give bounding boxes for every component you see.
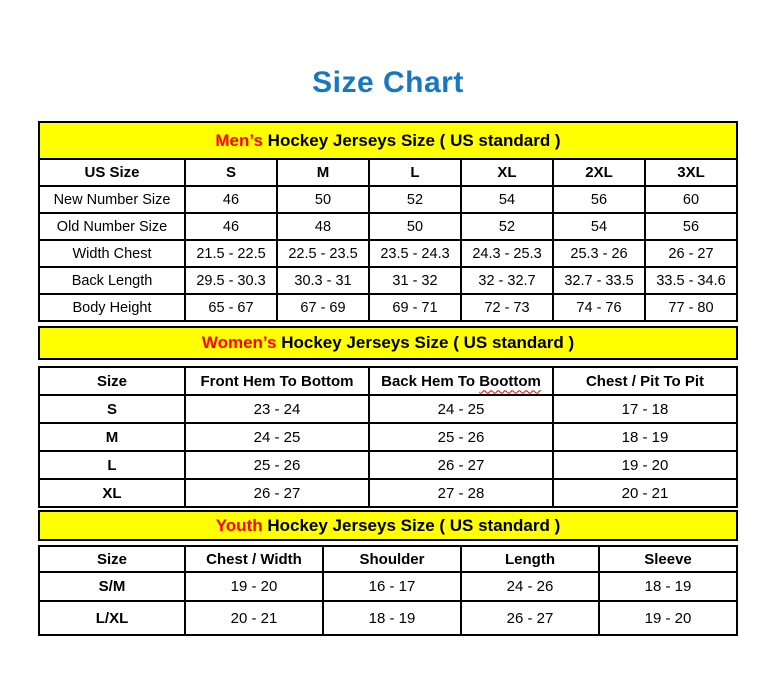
row-label: Width Chest	[39, 240, 185, 267]
row-label: XL	[39, 479, 185, 507]
col-header: Size	[39, 367, 185, 395]
size-value-cell: 16 - 17	[323, 572, 461, 601]
youth-size-table	[38, 545, 738, 636]
youth-header-row	[39, 546, 737, 572]
col-header: Shoulder	[323, 546, 461, 572]
size-value-cell: 52	[461, 213, 553, 240]
col-header: Chest / Pit To Pit	[553, 367, 737, 395]
table-row	[39, 294, 737, 321]
size-value-cell: 17 - 18	[553, 395, 737, 423]
size-value-cell: 67 - 69	[277, 294, 369, 321]
col-header: Chest / Width	[185, 546, 323, 572]
table-row	[39, 240, 737, 267]
size-value-cell: 69 - 71	[369, 294, 461, 321]
size-value-cell: 32 - 32.7	[461, 267, 553, 294]
size-value-cell: 26 - 27	[645, 240, 737, 267]
size-value-cell: 23 - 24	[185, 395, 369, 423]
size-value-cell: 77 - 80	[645, 294, 737, 321]
mens-section-header	[38, 121, 738, 160]
row-label: M	[39, 423, 185, 451]
womens-header-text: Hockey Jerseys Size ( US standard )	[276, 333, 575, 352]
row-label: Old Number Size	[39, 213, 185, 240]
row-label: S/M	[39, 572, 185, 601]
row-label: Body Height	[39, 294, 185, 321]
size-value-cell: 19 - 20	[185, 572, 323, 601]
size-value-cell: 46	[185, 213, 277, 240]
col-header: US Size	[39, 159, 185, 186]
size-value-cell: 30.3 - 31	[277, 267, 369, 294]
size-value-cell: 24.3 - 25.3	[461, 240, 553, 267]
size-value-cell: 29.5 - 30.3	[185, 267, 277, 294]
size-value-cell: 54	[553, 213, 645, 240]
size-value-cell: 56	[553, 186, 645, 213]
size-value-cell: 26 - 27	[185, 479, 369, 507]
row-label: L	[39, 451, 185, 479]
col-header: 2XL	[553, 159, 645, 186]
table-row	[39, 267, 737, 294]
col-header: M	[277, 159, 369, 186]
table-row	[39, 479, 737, 507]
size-value-cell: 19 - 20	[599, 601, 737, 635]
mens-header-highlight: Men’s	[215, 130, 263, 150]
col-header: 3XL	[645, 159, 737, 186]
row-label: L/XL	[39, 601, 185, 635]
size-chart-page	[0, 64, 776, 636]
size-value-cell: 50	[369, 213, 461, 240]
size-value-cell: 25.3 - 26	[553, 240, 645, 267]
col-header-text: Back Hem To	[381, 372, 480, 390]
col-header: Front Hem To Bottom	[185, 367, 369, 395]
size-value-cell: 18 - 19	[553, 423, 737, 451]
size-value-cell: 22.5 - 23.5	[277, 240, 369, 267]
womens-header-highlight: Women’s	[201, 333, 277, 352]
table-row	[39, 395, 737, 423]
size-value-cell: 74 - 76	[553, 294, 645, 321]
size-value-cell: 31 - 32	[369, 267, 461, 294]
mens-header-row	[39, 159, 737, 186]
size-value-cell: 21.5 - 22.5	[185, 240, 277, 267]
size-value-cell: 23.5 - 24.3	[369, 240, 461, 267]
size-value-cell: 24 - 25	[185, 423, 369, 451]
size-value-cell: 20 - 21	[553, 479, 737, 507]
youth-header-highlight: Youth	[215, 515, 263, 535]
womens-header-row	[39, 367, 737, 395]
size-value-cell: 19 - 20	[553, 451, 737, 479]
col-header: Length	[461, 546, 599, 572]
size-value-cell: 65 - 67	[185, 294, 277, 321]
row-label: S	[39, 395, 185, 423]
size-value-cell: 54	[461, 186, 553, 213]
size-value-cell: 60	[645, 186, 737, 213]
misspelled-word-squiggle: Boottom	[479, 372, 541, 390]
table-row	[39, 423, 737, 451]
youth-section-header	[38, 510, 738, 541]
table-row	[39, 601, 737, 635]
womens-section-header	[38, 326, 738, 360]
size-value-cell: 56	[645, 213, 737, 240]
col-header: S	[185, 159, 277, 186]
size-value-cell: 26 - 27	[461, 601, 599, 635]
size-value-cell: 46	[185, 186, 277, 213]
table-row	[39, 186, 737, 213]
row-label: New Number Size	[39, 186, 185, 213]
size-value-cell: 32.7 - 33.5	[553, 267, 645, 294]
size-value-cell: 20 - 21	[185, 601, 323, 635]
size-value-cell: 25 - 26	[185, 451, 369, 479]
size-value-cell: 18 - 19	[323, 601, 461, 635]
table-row	[39, 572, 737, 601]
row-label: Back Length	[39, 267, 185, 294]
col-header	[369, 367, 553, 395]
table-row	[39, 451, 737, 479]
size-value-cell: 33.5 - 34.6	[645, 267, 737, 294]
col-header: Sleeve	[599, 546, 737, 572]
table-row	[39, 213, 737, 240]
page-title: Size Chart	[312, 66, 464, 99]
womens-size-table	[38, 366, 738, 508]
youth-header-text: Hockey Jerseys Size ( US standard )	[262, 515, 561, 535]
size-value-cell: 72 - 73	[461, 294, 553, 321]
size-value-cell: 26 - 27	[369, 451, 553, 479]
size-value-cell: 24 - 26	[461, 572, 599, 601]
size-value-cell: 52	[369, 186, 461, 213]
mens-size-table	[38, 158, 738, 322]
size-value-cell: 27 - 28	[369, 479, 553, 507]
size-value-cell: 24 - 25	[369, 395, 553, 423]
size-chart-tables	[38, 121, 738, 636]
col-header: XL	[461, 159, 553, 186]
size-value-cell: 18 - 19	[599, 572, 737, 601]
col-header: Size	[39, 546, 185, 572]
mens-header-text: Hockey Jerseys Size ( US standard )	[262, 130, 561, 150]
size-value-cell: 25 - 26	[369, 423, 553, 451]
size-value-cell: 50	[277, 186, 369, 213]
size-value-cell: 48	[277, 213, 369, 240]
col-header: L	[369, 159, 461, 186]
